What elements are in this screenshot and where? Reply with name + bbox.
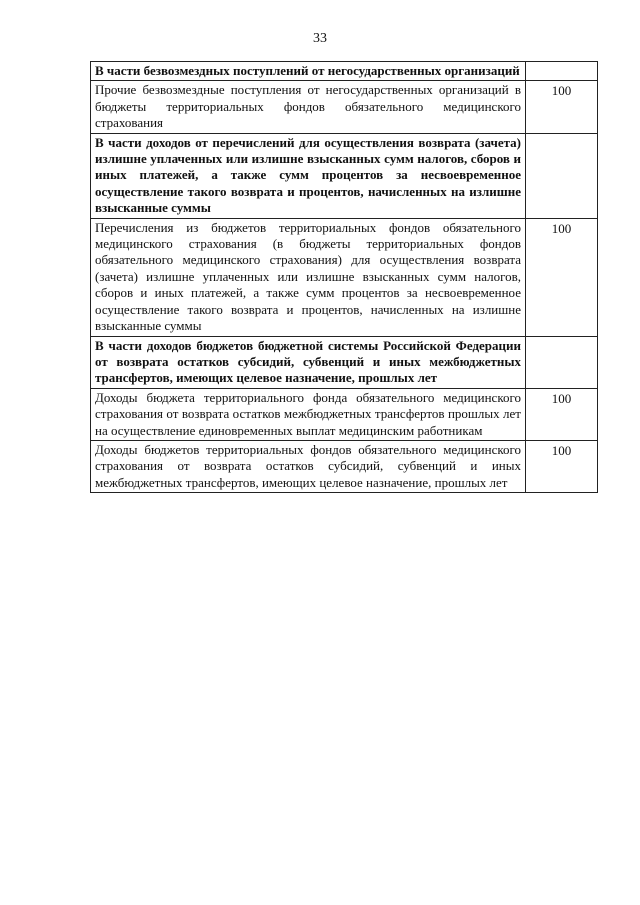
table-row-section	[91, 336, 598, 388]
normative-value-cell	[526, 336, 598, 388]
normative-value-cell	[526, 133, 598, 218]
section-heading: В части безвозмездных поступлений от негосударственных организаций	[91, 62, 526, 81]
table-row-section	[91, 62, 598, 81]
normative-value: 100	[526, 388, 598, 440]
table-row-section	[91, 133, 598, 218]
normative-value: 100	[526, 218, 598, 336]
normative-value-cell	[526, 62, 598, 81]
revenue-description: Перечисления из бюджетов территориальных фондов обязательного медицинского страхования (в бюджеты территориальных фондов обязательного медицинского страхования) для осуществления возврата (зачета) излишне уплаченных или излишне взысканных сумм налогов, сборов и иных платежей, а также сумм процентов за несвоевременное осуществление такого возврата и процентов, начисленных на излишне взысканные суммы	[91, 218, 526, 336]
table-row	[91, 81, 598, 133]
revenue-description: Прочие безвозмездные поступления от негосударственных организаций в бюджеты территориальных фондов обязательного медицинского страхования	[91, 81, 526, 133]
table-row	[91, 388, 598, 440]
revenue-description: Доходы бюджета территориального фонда обязательного медицинского страхования от возврата остатков межбюджетных трансфертов прошлых лет на осуществление единовременных выплат медицинским работникам	[91, 388, 526, 440]
page-number: 33	[313, 31, 327, 46]
table-row	[91, 440, 598, 492]
normative-value: 100	[526, 81, 598, 133]
section-heading: В части доходов от перечислений для осуществления возврата (зачета) излишне уплаченных или излишне взысканных сумм налогов, сборов и иных платежей, а также сумм процентов за несвоевременное осуществление такого возврата и процентов, начисленных на излишне взысканные суммы	[91, 133, 526, 218]
table-row	[91, 218, 598, 336]
revenue-norms-table	[90, 61, 598, 493]
revenue-description: Доходы бюджетов территориальных фондов обязательного медицинского страхования от возврата остатков субсидий, субвенций и иных межбюджетных трансфертов, имеющих целевое назначение, прошлых лет	[91, 440, 526, 492]
normative-value: 100	[526, 440, 598, 492]
section-heading: В части доходов бюджетов бюджетной системы Российской Федерации от возврата остатков субсидий, субвенций и иных межбюджетных трансфертов, имеющих целевое назначение, прошлых лет	[91, 336, 526, 388]
